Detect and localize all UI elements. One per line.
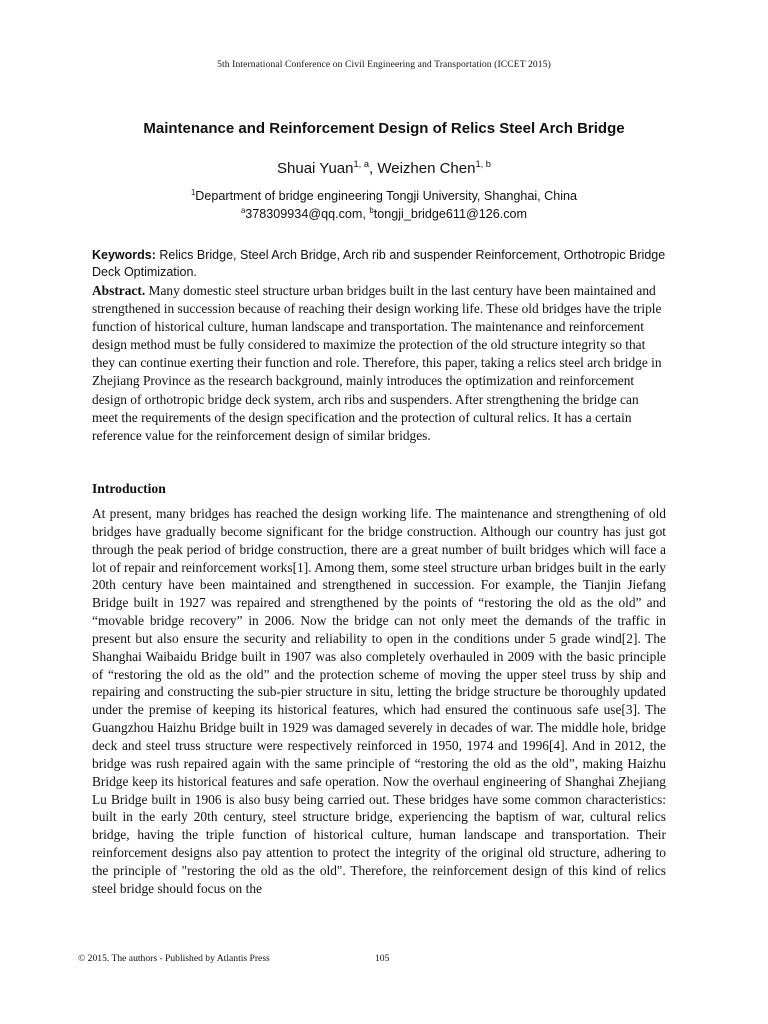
section-heading-introduction: Introduction — [92, 481, 166, 496]
author-line: Shuai Yuan$^{1, a}$, Weizhen Chen$^{1, b}$ — [277, 159, 491, 177]
author-superscript: 1, a — [353, 159, 369, 169]
keywords-text: Relics Bridge, Steel Arch Bridge, Arch rib and suspender Reinforcement, Orthotropic Bridge Deck Optimization. — [92, 248, 666, 279]
abstract-text: Many domestic steel structure urban bridges built in the last century have been maintained and strengthened in succession because of reaching their design working life. These old bridges have the triple function of historical culture, human landscape and transportation. The maintenance and reinforcement design method must be fully considered to maximize the protection of the old structure integrity so that they can continue exerting their function and role. Therefore, this paper, taking a relics steel arch bridge in Zhejiang Province as the research background, mainly introduces the optimization and reinforcement design of orthotropic bridge deck system, arch ribs and suspenders. After strengthening the bridge can meet the requirements of the design specification and the protection of cultural relics. It has a certain reference value for the reinforcement design of similar bridges. — [92, 283, 662, 443]
affiliation — [0, 189, 768, 203]
email-superscript: a — [240, 205, 246, 215]
abstract-section — [92, 282, 666, 445]
paper-title: Maintenance and Reinforcement Design of Relics Steel Arch Bridge — [143, 120, 625, 137]
email-address[interactable]: 378309934@qq.com — [245, 207, 363, 221]
email-line: $^a$378309934@qq.com, $^b$tongji_bridge611@126.com — [240, 205, 528, 221]
author-name: Weizhen Chen — [377, 160, 476, 177]
page-number: 105 — [375, 953, 390, 964]
affiliation-text: Department of bridge engineering Tongji University, Shanghai, China — [195, 189, 578, 203]
conference-header: 5th International Conference on Civil Engineering and Transportation (ICCET 2015) — [217, 59, 551, 70]
abstract-label: Abstract. — [92, 283, 146, 298]
email-superscript: b — [369, 205, 374, 215]
author-name: Shuai Yuan — [277, 160, 354, 177]
copyright-footer: © 2015. The authors - Published by Atlantis Press — [78, 953, 270, 964]
keywords-label: Keywords: — [92, 248, 156, 262]
introduction-body: At present, many bridges has reached the design working life. The maintenance and strengthening of old bridges have gradually become significant for the bridge construction. Although our country has just got through the peak period of bridge construction, there are a great number of built bridges which will face a lot of repair and reinforcement works[1]. Among them, some steel structure urban bridges built in the early 20th century have been maintained and strengthened in succession. For example, the Tianjin Jiefang Bridge built in 1927 was repaired and strengthened by the points of “restoring the old as the old” and “movable bridge recovery” in 2006. Now the bridge can not only meet the demands of the traffic in present but also ensure the security and reliability to open in the conditions under 5 grade wind[2]. The Shanghai Waibaidu Bridge built in 1907 was also completely overhauled in 2009 with the basic principle of “restoring the old as the old” and the protection scheme of moving the upper steel truss by ship and repairing and constructing the sub-pier structure in situ, letting the bridge structure be thoroughly updated under the premise of keeping its historical features, which had ensured the continuous safe use[3]. The Guangzhou Haizhu Bridge built in 1929 was damaged severely in decades of war. The middle hole, bridge deck and steel truss structure were respectively reinforced in 1950, 1974 and 1996[4]. And in 2012, the bridge was rush repaired again with the same principle of “restoring the old as the old”, making Haizhu Bridge keep its historical features and safe operation. Now the overhaul engineering of Shanghai Zhejiang Lu Bridge built in 1906 is also busy being carried out. These bridges have some common characteristics: built in the early 20th century, steel structure bridge, experiencing the baptism of war, cultural relics bridge, having the triple function of historical culture, human landscape and transportation. Their reinforcement designs also pay attention to protect the integrity of the original old structure, adhering to the principle of "restoring the old as the old". Therefore, the reinforcement design of this kind of relics steel bridge should focus on the — [92, 506, 666, 896]
author-superscript: 1, b — [475, 159, 491, 169]
keywords-section — [92, 247, 672, 281]
affiliation-superscript: 1 — [190, 187, 196, 197]
email-address[interactable]: tongji_bridge611@126.com — [373, 207, 528, 221]
